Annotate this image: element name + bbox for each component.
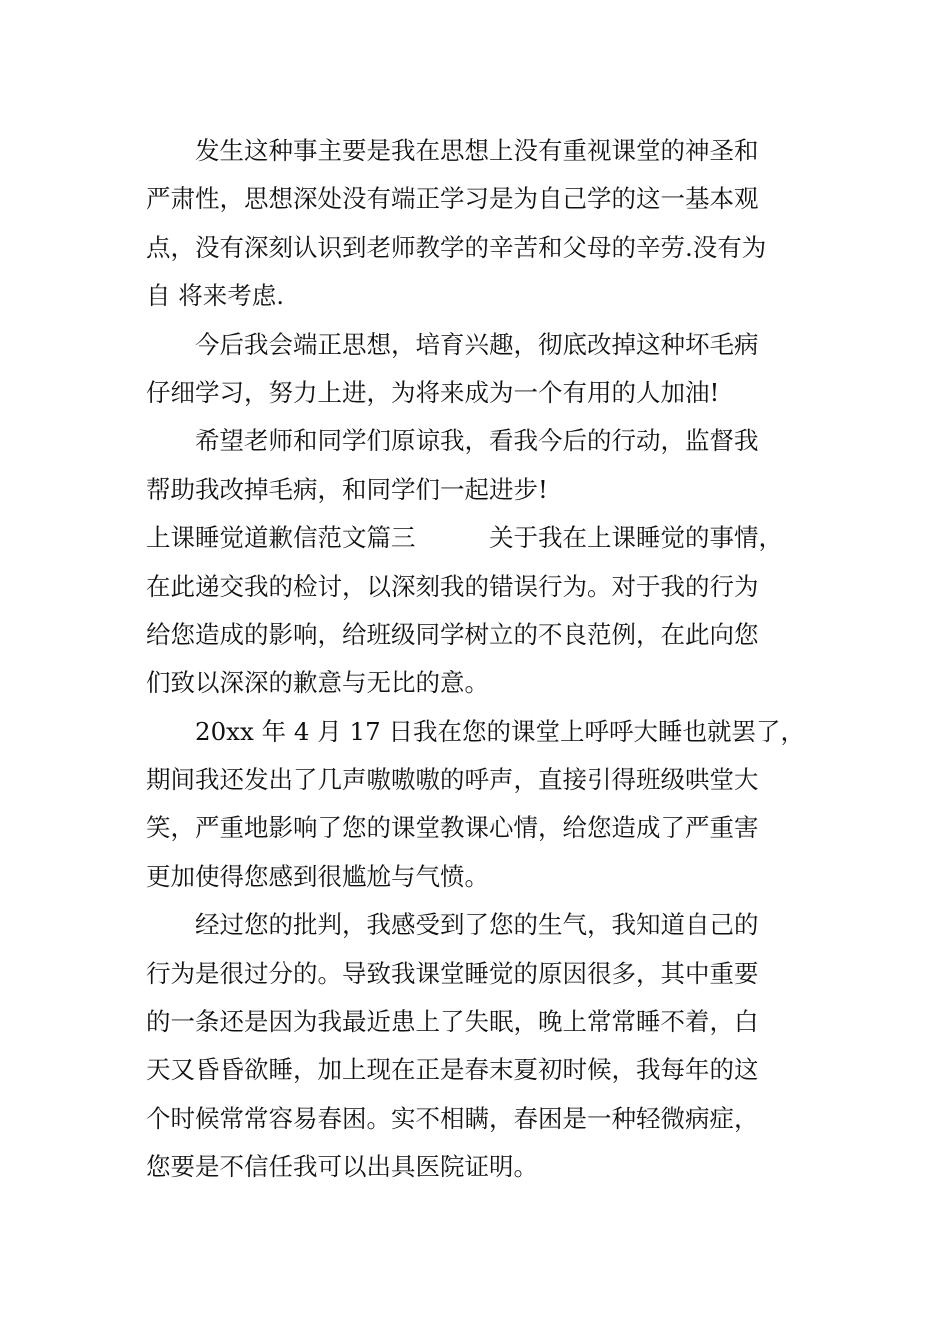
text-line: 今后我会端正思想，培育兴趣，彻底改掉这种坏毛病: [146, 329, 759, 359]
text-line: 经过您的批判，我感受到了您的生气，我知道自己的: [146, 910, 759, 940]
text-line: 给您造成的影响，给班级同学树立的不良范例，在此向您: [146, 619, 759, 649]
text-line: 仔细学习，努力上进，为将来成为一个有用的人加油!: [146, 377, 720, 407]
text-line: 严肃性，思想深处没有端正学习是为自己学的这一基本观: [146, 184, 759, 214]
text-line: 们致以深深的歉意与无比的意。: [146, 668, 489, 698]
text-line: 天又昏昏欲睡，加上现在正是春末夏初时候，我每年的这: [146, 1055, 759, 1085]
text-line: 点，没有深刻认识到老师教学的辛苦和父母的辛劳.没有为: [146, 232, 767, 262]
text-line: 个时候常常容易春困。实不相瞒，春困是一种轻微病症，: [146, 1103, 759, 1133]
section-heading-line: 上课睡觉道歉信范文篇三 关于我在上课睡觉的事情，: [146, 523, 783, 553]
text-line: 更加使得您感到很尴尬与气愤。: [146, 861, 489, 891]
text-line: 的一条还是因为我最近患上了失眠，晚上常常睡不着，白: [146, 1007, 759, 1037]
text-line: 您要是不信任我可以出具医院证明。: [146, 1152, 538, 1182]
text-line: 自 将来考虑.: [146, 281, 285, 311]
text-line: 帮助我改掉毛病，和同学们一起进步!: [146, 474, 548, 504]
text-line: 期间我还发出了几声嗷嗷嗷的呼声，直接引得班级哄堂大: [146, 765, 759, 795]
text-line: 希望老师和同学们原谅我，看我今后的行动，监督我: [146, 426, 759, 456]
text-line: 在此递交我的检讨，以深刻我的错误行为。对于我的行为: [146, 571, 759, 601]
document-body: [146, 127, 811, 1192]
text-line: 行为是很过分的。导致我课堂睡觉的原因很多，其中重要: [146, 958, 759, 988]
text-line: 发生这种事主要是我在思想上没有重视课堂的神圣和: [146, 136, 759, 165]
text-line: 笑，严重地影响了您的课堂教课心情，给您造成了严重害: [146, 813, 759, 843]
text-line: 20xx 年 4 月 17 日我在您的课堂上呼呼大睡也就罢了，: [146, 716, 806, 746]
